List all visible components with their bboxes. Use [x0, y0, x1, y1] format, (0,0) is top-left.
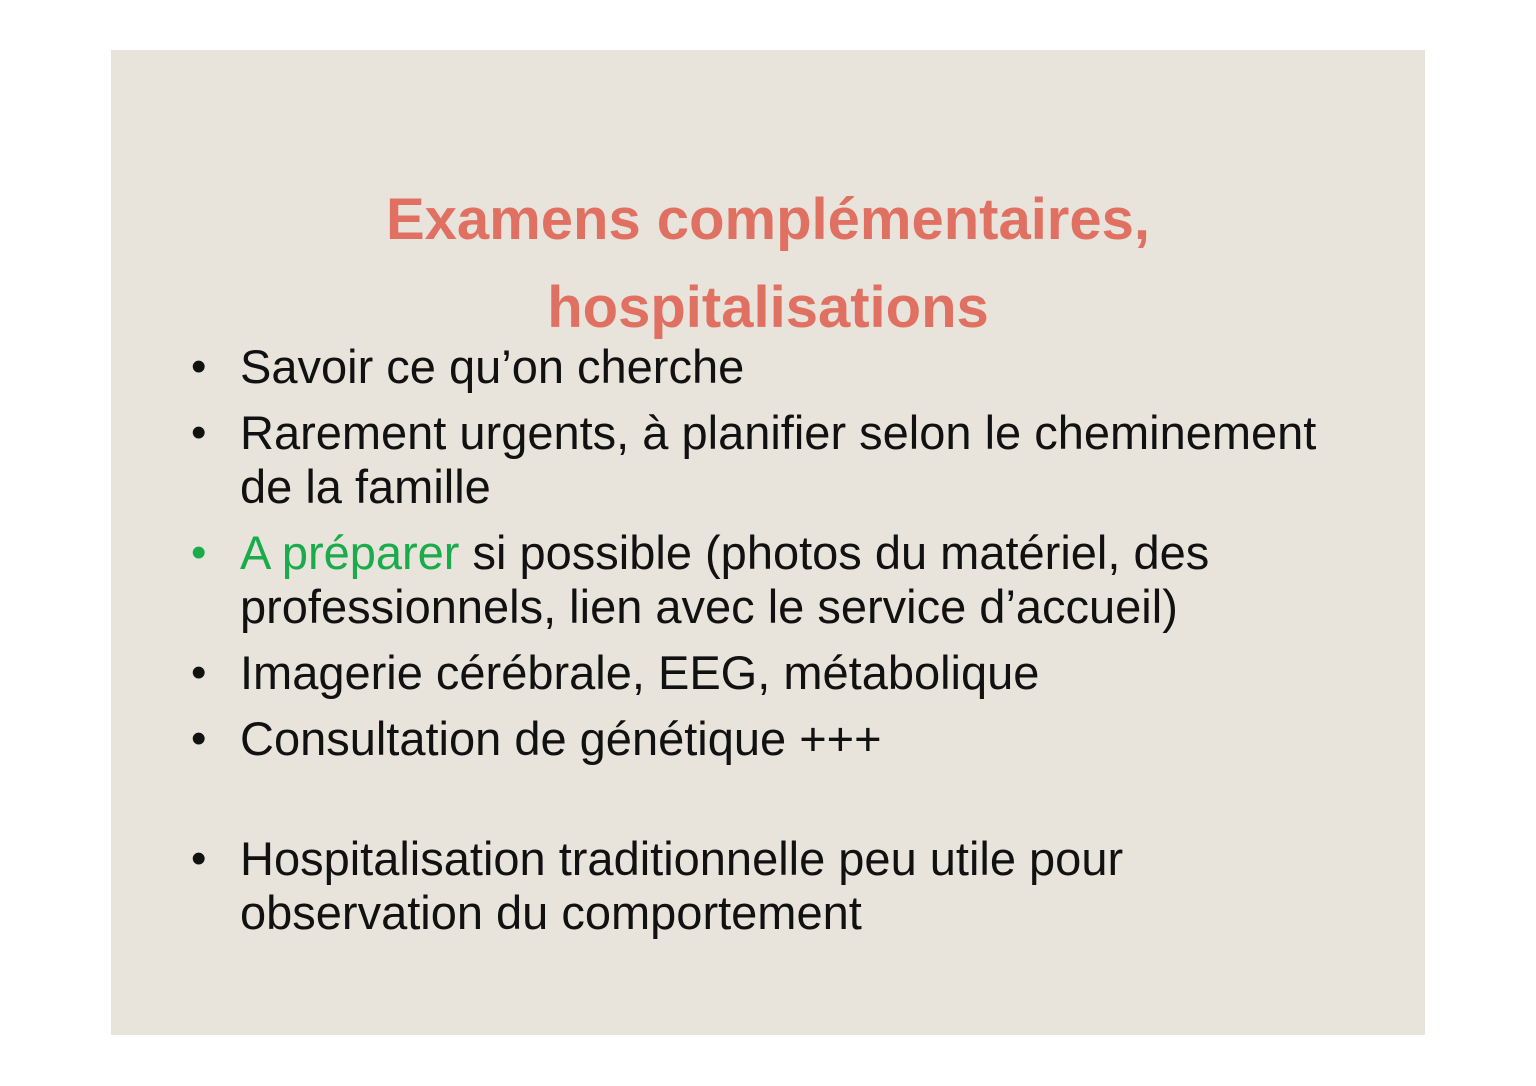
bullet-text: Hospitalisation traditionnelle peu utile pour observation du comportement	[240, 832, 1124, 939]
bullet-icon: •	[191, 408, 207, 457]
bullet-text: si possible (photos du matériel, des professionnels, lien avec le service d’accueil)	[240, 526, 1210, 633]
bullet-icon: •	[191, 714, 207, 763]
list-item	[191, 526, 1331, 634]
list-item	[191, 340, 1331, 394]
slide-title	[111, 176, 1425, 352]
bullet-icon: •	[191, 342, 207, 391]
bullet-icon: •	[191, 528, 207, 577]
bullet-text: Savoir ce qu’on cherche	[240, 340, 745, 393]
bullet-icon: •	[191, 648, 207, 697]
bullet-text: Rarement urgents, à planifier selon le cheminement de la famille	[240, 406, 1317, 513]
list-item	[191, 646, 1331, 700]
title-line-2: hospitalisations	[547, 275, 989, 340]
list-item	[191, 832, 1331, 940]
list-item	[191, 406, 1331, 514]
bullet-icon: •	[191, 834, 207, 883]
bullet-list	[191, 340, 1331, 952]
bullet-text: Consultation de génétique +++	[240, 712, 882, 765]
list-item	[191, 712, 1331, 766]
title-line-1: Examens complémentaires,	[385, 187, 1151, 252]
slide	[111, 50, 1425, 1035]
bullet-text: Imagerie cérébrale, EEG, métabolique	[240, 646, 1040, 699]
bullet-highlight: A préparer	[240, 526, 460, 579]
